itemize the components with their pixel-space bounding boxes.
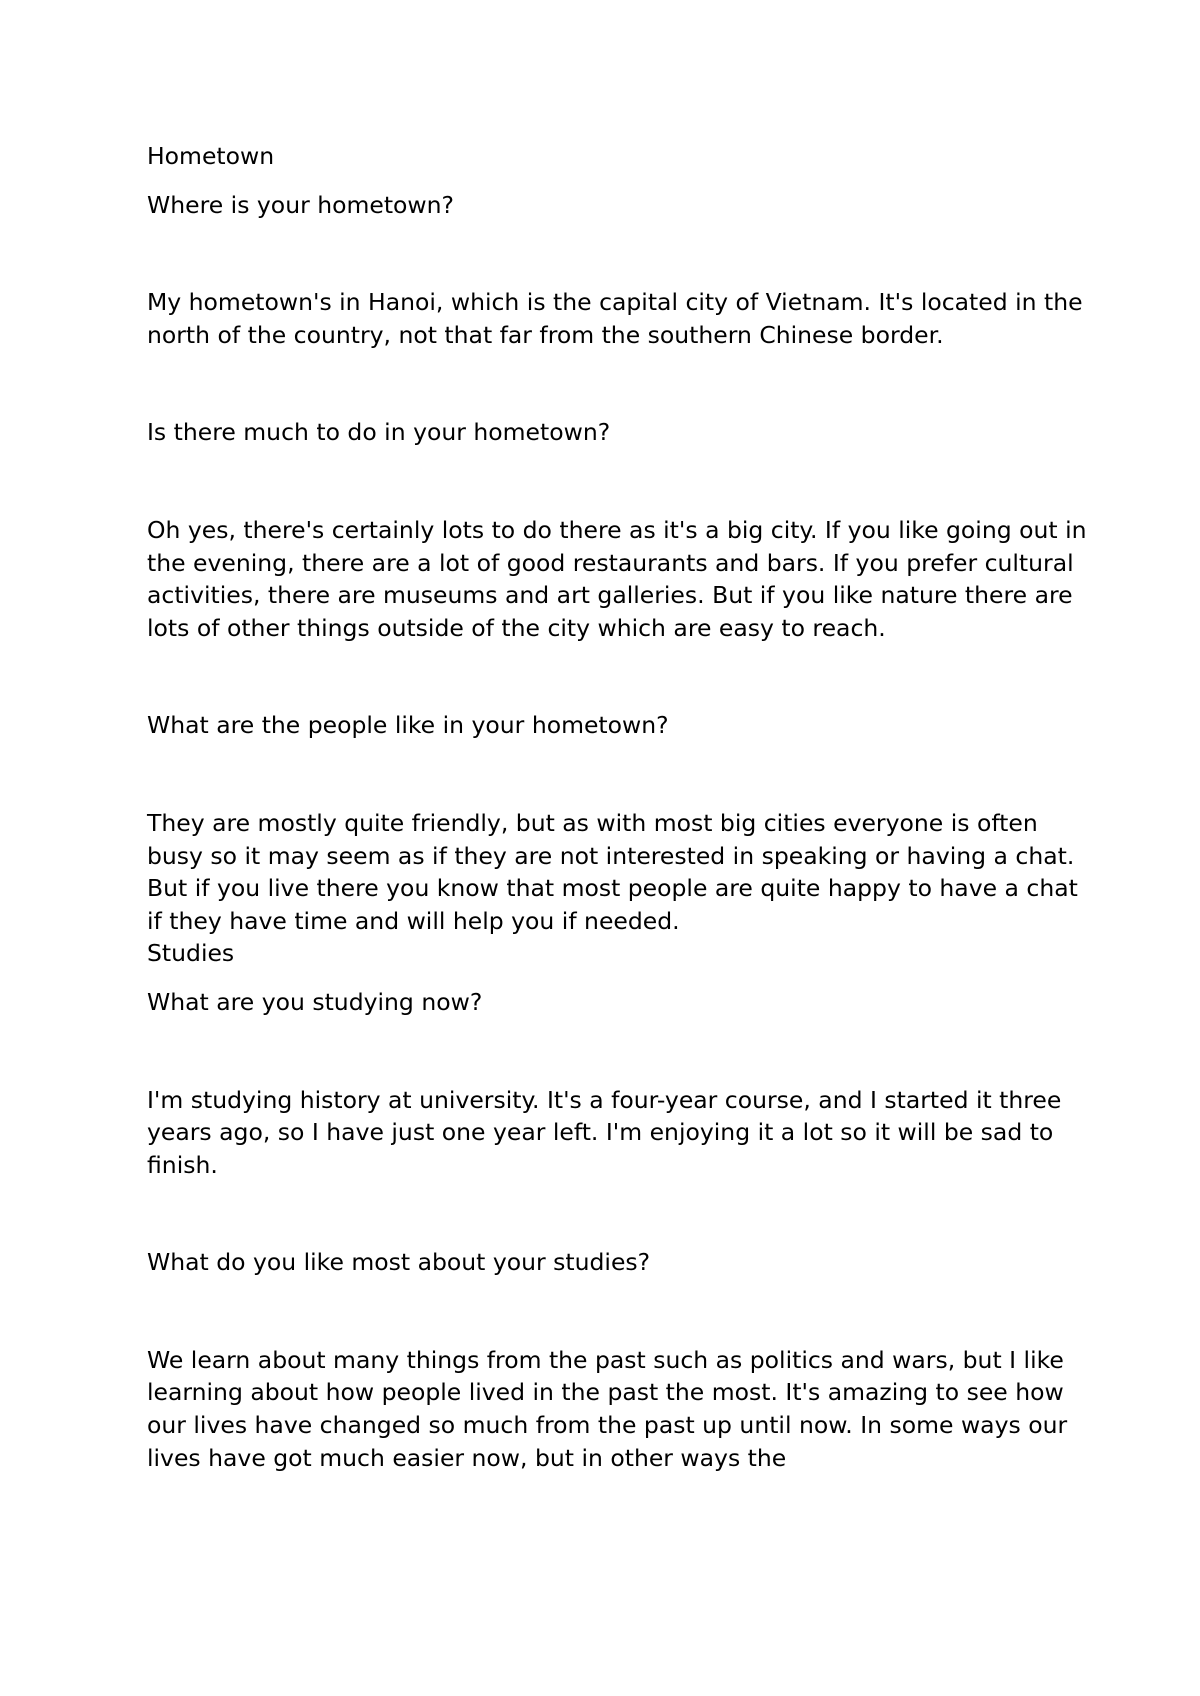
question-where-hometown: Where is your hometown? <box>147 190 455 219</box>
section-title-studies: Studies <box>147 939 235 968</box>
question-people-like: What are the people like in your hometown? <box>147 711 669 740</box>
answer-where-hometown: My hometown's in Hanoi, which is the capital city of Vietnam. It's located in the north of the country, not that far from the southern Chinese border. <box>147 288 1083 349</box>
question-much-to-do: Is there much to do in your hometown? <box>147 418 611 447</box>
answer-studying-now: I'm studying history at university. It's a four-year course, and I started it three years ago, so I have just one year left. I'm enjoying it a lot so it will be sad to finish. <box>147 1085 1062 1179</box>
question-like-most: What do you like most about your studies? <box>147 1248 651 1277</box>
section-title-hometown: Hometown <box>147 142 275 170</box>
answer-like-most: We learn about many things from the past such as politics and wars, but I like learning about how people lived in the past the most. It's amazing to see how our lives have changed so much from the past up until now. In some ways our lives have got much easier now, but in other ways the <box>147 1345 1068 1472</box>
document-body <box>147 140 1087 1474</box>
answer-people-like: They are mostly quite friendly, but as with most big cities everyone is often busy so it may seem as if they are not interested in speaking or having a chat. But if you live there you know that most people are quite happy to have a chat if they have time and will help you if needed. <box>147 808 1078 935</box>
question-studying-now: What are you studying now? <box>147 987 483 1016</box>
answer-much-to-do: Oh yes, there's certainly lots to do there as it's a big city. If you like going out in the evening, there are a lot of good restaurants and bars. If you prefer cultural activities, there are museums and art galleries. But if you like nature there are lots of other things outside of the city which are easy to reach. <box>147 515 1087 642</box>
